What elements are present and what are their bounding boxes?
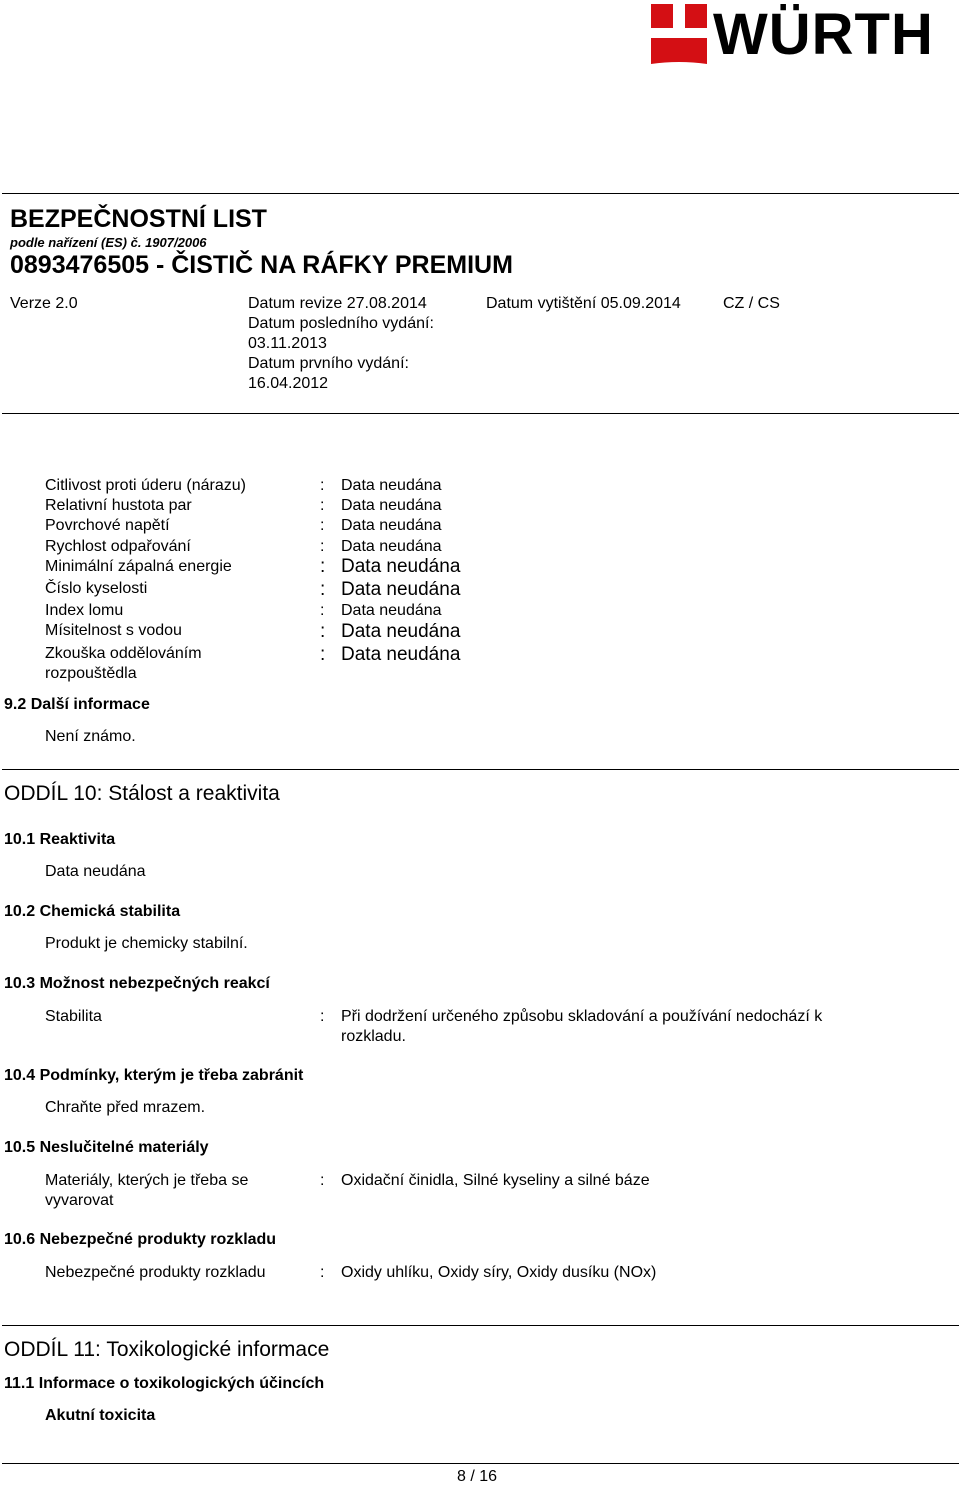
property-value: Data neudána [341,517,442,534]
property-label-continued: rozpouštědla [45,665,137,682]
property-value: Data neudána [341,602,442,619]
property-value: Data neudána [341,644,461,665]
acute-toxicity-heading: Akutní toxicita [45,1407,156,1424]
stability-value-continued: rozkladu. [341,1028,406,1045]
section-10-2-heading: 10.2 Chemická stabilita [4,903,181,920]
revision-date: Datum revize 27.08.2014 [248,295,427,312]
incompatible-label-continued: vyvarovat [45,1192,114,1209]
locale: CZ / CS [723,295,780,312]
colon: : [320,602,325,619]
product-title: 0893476505 - ČISTIČ NA RÁFKY PREMIUM [10,251,513,279]
property-value: Data neudána [341,579,461,600]
property-value: Data neudána [341,556,461,577]
page-number: 8 / 16 [457,1468,498,1485]
section-9-2-heading: 9.2 Další informace [4,696,150,713]
colon: : [320,538,325,555]
colon: : [320,1172,325,1189]
property-value: Data neudána [341,621,461,642]
section-10-6-heading: 10.6 Nebezpečné produkty rozkladu [4,1231,277,1248]
colon: : [320,1008,325,1025]
property-label: Číslo kyselosti [45,580,148,597]
section-9-2-text: Není známo. [45,728,136,745]
property-value: Data neudána [341,477,442,494]
section-10-2-text: Produkt je chemicky stabilní. [45,935,248,952]
section-10-4-text: Chraňte před mrazem. [45,1099,206,1116]
first-issue-date: 16.04.2012 [248,375,329,392]
last-issue-label: Datum posledního vydání: [248,315,434,332]
last-issue-date: 03.11.2013 [248,335,327,352]
section-11-1-heading: 11.1 Informace o toxikologických účincích [4,1375,325,1392]
wurth-logo [649,2,959,68]
colon: : [320,497,325,514]
property-label: Minimální zápalná energie [45,558,232,575]
stability-value: Při dodržení určeného způsobu skladování a používání nedochází k [341,1008,823,1025]
decomposition-label: Nebezpečné produkty rozkladu [45,1264,266,1281]
logo-text: WÜRTH [713,2,934,67]
section-10-title: ODDÍL 10: Stálost a reaktivita [4,782,280,805]
incompatible-label: Materiály, kterých je třeba se [45,1172,249,1189]
section-10-1-text: Data neudána [45,863,146,880]
version: Verze 2.0 [10,295,78,312]
first-issue-label: Datum prvního vydání: [248,355,409,372]
incompatible-value: Oxidační činidla, Silné kyseliny a silné báze [341,1172,650,1189]
section-11-title: ODDÍL 11: Toxikologické informace [4,1338,330,1361]
section-10-4-heading: 10.4 Podmínky, kterým je třeba zabránit [4,1067,304,1084]
colon: : [320,477,325,494]
colon: : [320,517,325,534]
property-label: Zkouška oddělováním [45,645,202,662]
property-label: Mísitelnost s vodou [45,622,182,639]
section-10-1-heading: 10.1 Reaktivita [4,831,116,848]
document-regulation: podle nařízení (ES) č. 1907/2006 [10,235,207,250]
colon: : [320,644,326,665]
section-10-5-heading: 10.5 Neslučitelné materiály [4,1139,209,1156]
document-title: BEZPEČNOSTNÍ LIST [10,205,267,233]
colon: : [320,556,326,577]
property-label: Rychlost odpařování [45,538,191,555]
decomposition-value: Oxidy uhlíku, Oxidy síry, Oxidy dusíku (NOx) [341,1264,657,1281]
property-label: Relativní hustota par [45,497,192,514]
stability-label: Stabilita [45,1008,102,1025]
colon: : [320,1264,325,1281]
property-label: Povrchové napětí [45,517,170,534]
property-value: Data neudána [341,538,442,555]
colon: : [320,621,326,642]
print-date: Datum vytištění 05.09.2014 [486,295,681,312]
property-label: Citlivost proti úderu (nárazu) [45,477,246,494]
property-label: Index lomu [45,602,124,619]
colon: : [320,579,326,600]
section-10-3-heading: 10.3 Možnost nebezpečných reakcí [4,975,270,992]
property-value: Data neudána [341,497,442,514]
